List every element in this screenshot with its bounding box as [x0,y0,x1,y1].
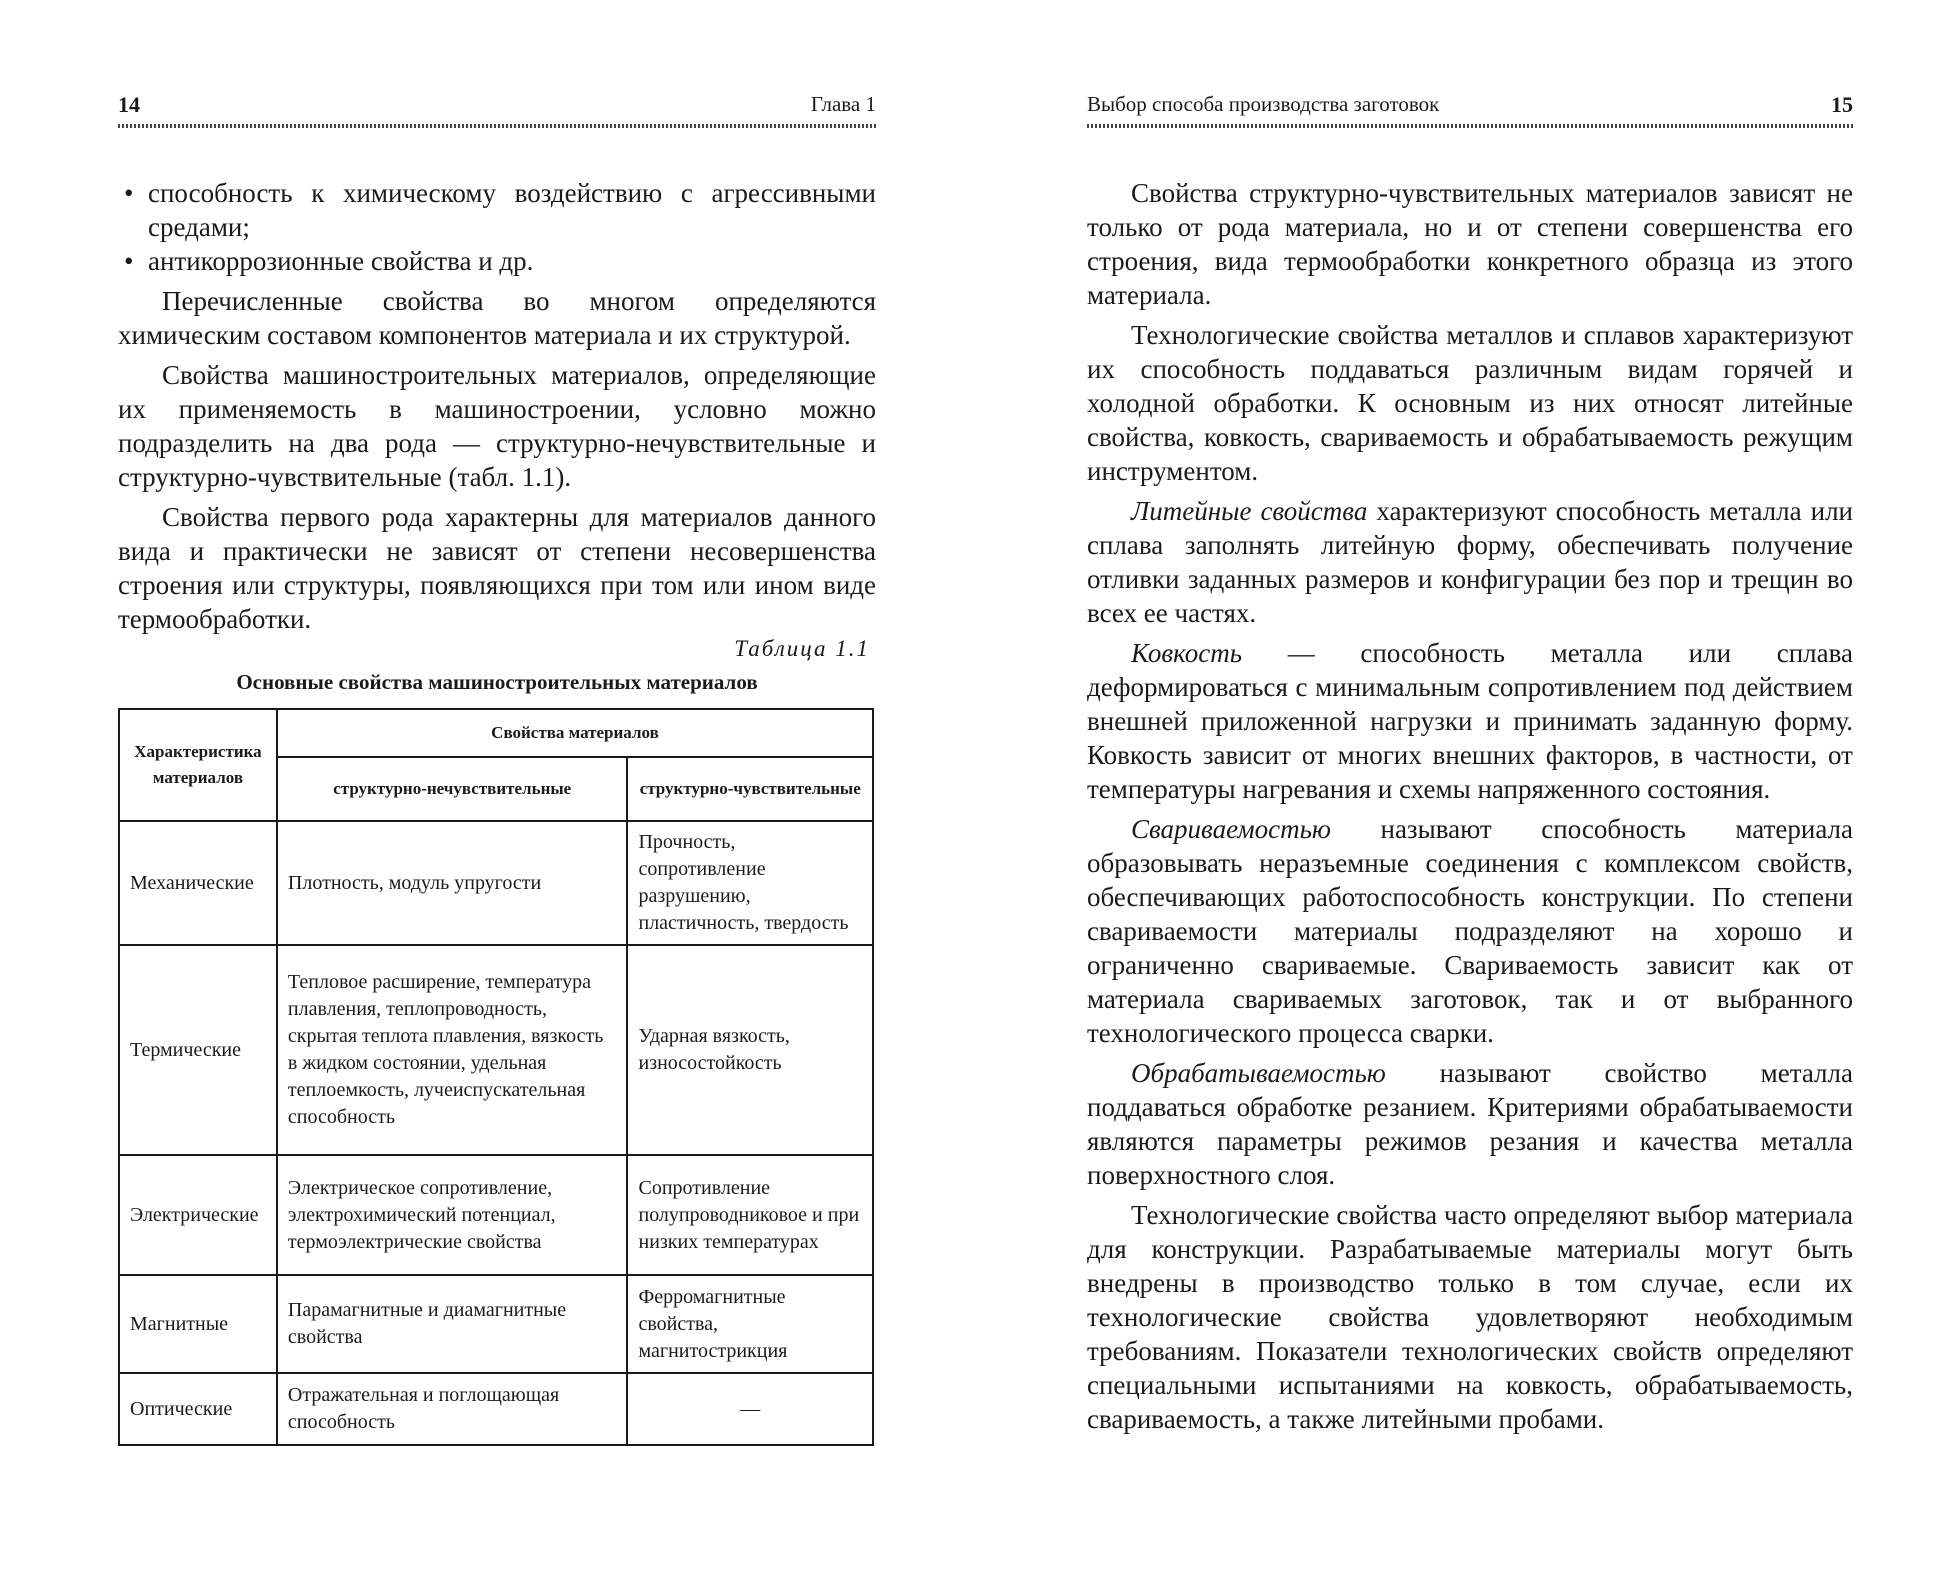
body-text [1087,176,1853,1436]
cell-sensitive: Прочность, сопротивление разрушению, пластичность, твердость [627,821,873,945]
left-page [118,0,876,1580]
header-sensitive: структурно-чувствительные [627,757,873,821]
table-row [119,1155,873,1275]
paragraph: Технологические свойства металлов и сплавов характеризуют их способность поддаваться различным видам горячей и холодной обработки. К основным из них относят литейные свойства, ковкость, свариваемость и обрабатываемость режущим инструментом. [1087,320,1853,486]
bullet-list [118,176,876,278]
header-group: Свойства материалов [277,709,873,757]
cell-sensitive: Ферромагнитные свойства, магнитострикция [627,1275,873,1373]
cell-sensitive: Ударная вязкость, износостойкость [627,945,873,1155]
term-malleability: Ковкость [1131,638,1242,668]
cell-characteristic: Оптические [119,1373,277,1445]
term-weldability: Свариваемостью [1131,814,1331,844]
list-item: • антикоррозионные свойства и др. [118,244,876,278]
cell-characteristic: Термические [119,945,277,1155]
term-machinability: Обрабатываемостью [1131,1058,1386,1088]
cell-sensitive: Сопротивление полупроводниковое и при низких температурах [627,1155,873,1275]
table-row [119,821,873,945]
page-number: 14 [118,92,140,117]
term-casting: Литейные свойства [1131,496,1368,526]
table-row [119,1373,873,1445]
paragraph [1087,494,1853,630]
running-title: Глава 1 [810,92,876,116]
cell-insensitive: Плотность, модуль упругости [277,821,628,945]
right-page [1087,0,1853,1580]
page-number: 15 [1831,92,1853,117]
paragraph: Технологические свойства часто определяют выбор материала для конструкции. Разрабатываемые материалы могут быть внедрены в производство только в том случае, если их технологические свойства удовлетворяют необходимым требованиям. Показатели технологических свойств определяют специальными испытаниями на ковкость, обрабатываемость, свариваемость, а также литейными пробами. [1087,1200,1853,1434]
running-head [1087,92,1853,122]
cell-characteristic: Электрические [119,1155,277,1275]
cell-sensitive: — [627,1373,873,1445]
table-caption: Таблица 1.1 [734,636,870,661]
header-rule [1087,124,1853,128]
table-title: Основные свойства машиностроительных материалов [236,670,758,694]
header-rule [118,124,876,128]
header-insensitive: структурно-нечувствительные [277,757,628,821]
paragraph: Свойства машиностроительных материалов, определяющие их применяемость в машиностроении, условно можно подразделить на два рода — структурно-нечувствительные и структурно-чувствительные (табл. 1.1). [118,360,876,492]
table-row [119,945,873,1155]
paragraph [1087,812,1853,1050]
body-text [118,176,876,636]
running-head [118,92,876,122]
paragraph [1087,1056,1853,1192]
cell-insensitive: Отражательная и поглощающая способность [277,1373,628,1445]
cell-insensitive: Парамагнитные и диамагнитные свойства [277,1275,628,1373]
paragraph: Свойства первого рода характерны для материалов данного вида и практически не зависят от степени несовершенства строения или структуры, появляющихся при том или ином виде термообработки. [118,502,876,634]
paragraph: Свойства структурно-чувствительных материалов зависят не только от рода материала, но и от степени совершенства его строения, вида термообработки конкретного образца из этого материала. [1087,178,1853,310]
paragraph [1087,636,1853,806]
paragraph-text: называют свойство металла поддаваться обработке резанием. Критериями обрабатываемости являются параметры режимов резания и качества металла поверхностного слоя. [1087,1058,1853,1190]
running-title: Выбор способа производства заготовок [1087,92,1440,116]
cell-insensitive: Электрическое сопротивление, электрохимический потенциал, термоэлектрические свойства [277,1155,628,1275]
header-characteristic: Характеристика материалов [119,709,277,821]
paragraph-text: называют способность материала образовывать неразъемные соединения с комплексом свойств, обеспечивающих работоспособность конструкции. По степени свариваемости материалы подразделяют на хорошо и ограниченно свариваемые. Свариваемость зависит как от материала свариваемых заготовок, так и от выбранного технологического процесса сварки. [1087,814,1853,1048]
paragraph-text: — способность металла или сплава деформироваться с минимальным сопротивлением под действием внешней приложенной нагрузки и принимать заданную форму. Ковкость зависит от многих внешних факторов, в частности, от температуры нагревания и схемы напряженного состояния. [1087,638,1853,804]
cell-insensitive: Тепловое расширение, температура плавления, теплопроводность, скрытая теплота плавления, вязкость в жидком состоянии, удельная теплоемкость, лучеиспускательная способность [277,945,628,1155]
cell-characteristic: Магнитные [119,1275,277,1373]
paragraph-text: характеризуют способность металла или сплава заполнять литейную форму, обеспечивать получение отливки заданных размеров и конфигурации без пор и трещин во всех ее частях. [1087,496,1853,628]
properties-table [118,708,874,1446]
table-row [119,1275,873,1373]
list-item: • способность к химическому воздействию с агрессивными средами; [118,176,876,244]
paragraph: Перечисленные свойства во многом определяются химическим составом компонентов материала и их структурой. [118,286,876,350]
cell-characteristic: Механические [119,821,277,945]
